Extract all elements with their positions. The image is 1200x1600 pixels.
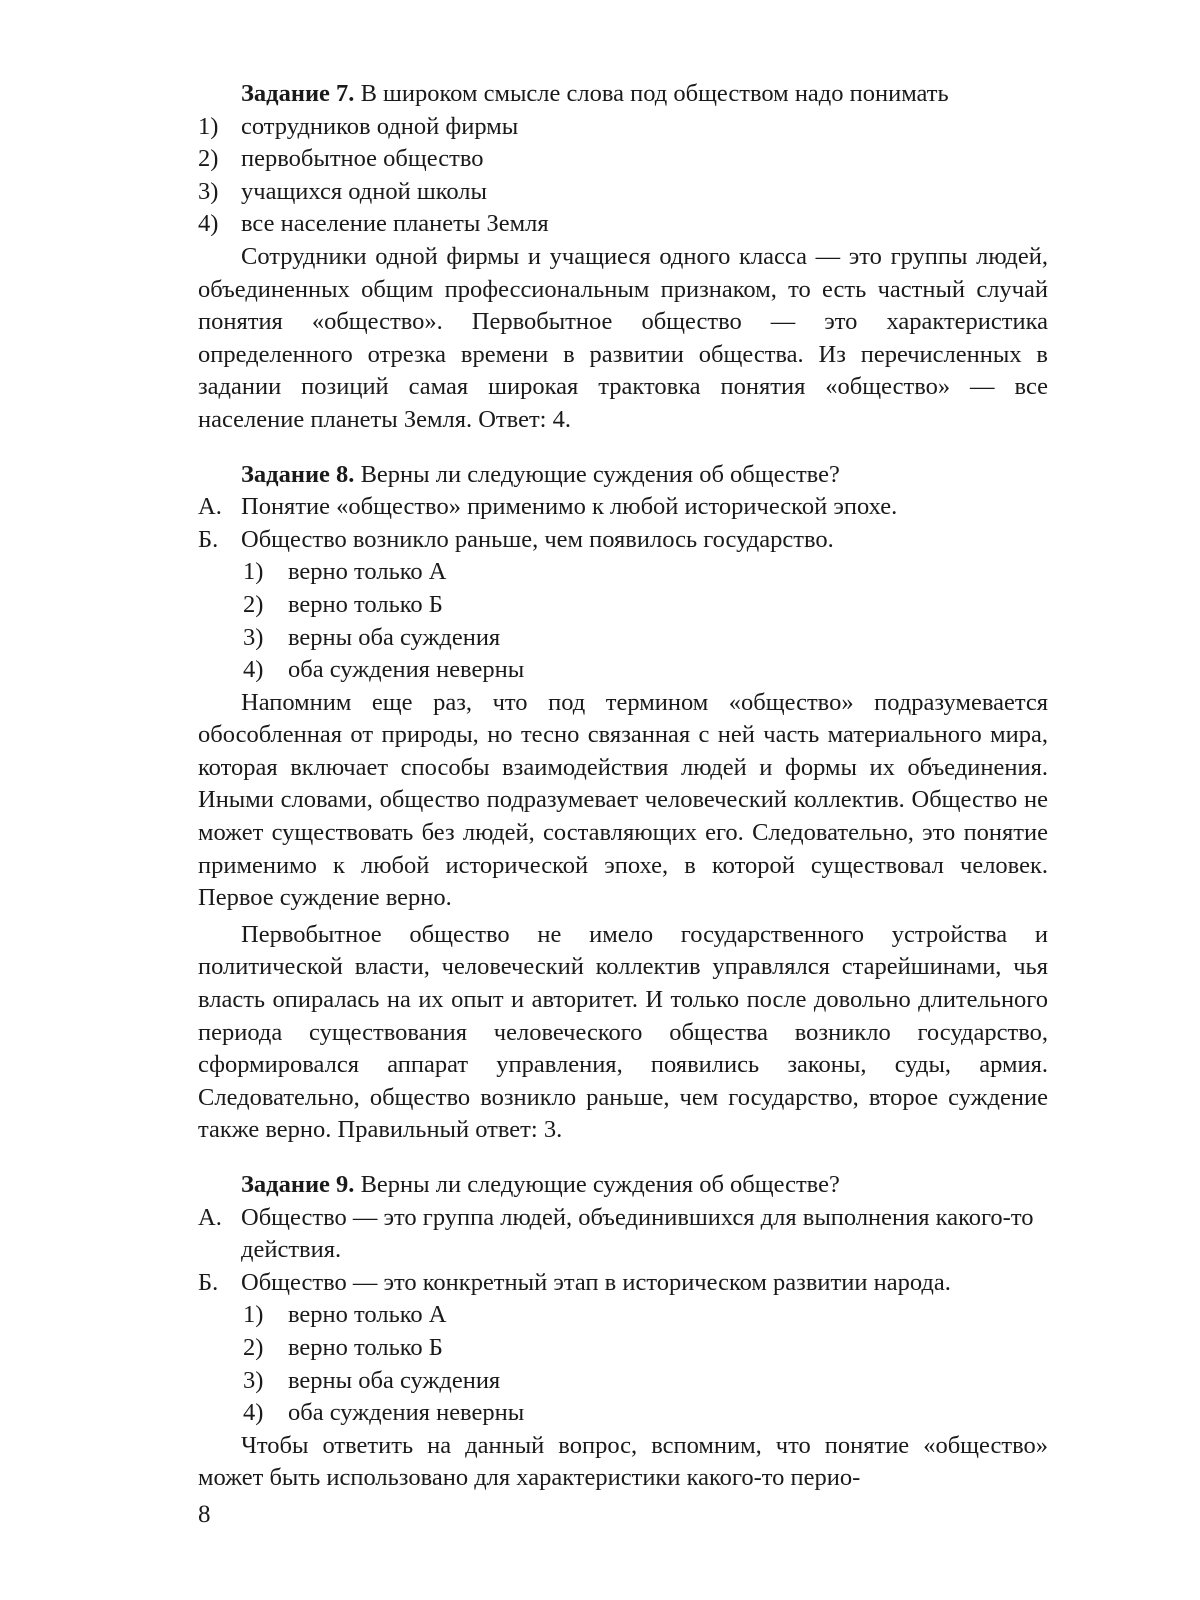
task-9-heading — [198, 1169, 1048, 1202]
option-text: учащихся одной школы — [241, 177, 487, 205]
task-8-statement-a — [198, 491, 1048, 524]
task-8-option-1 — [198, 556, 1048, 589]
task-9-statement-b — [198, 1267, 1048, 1300]
task-9-explanation: Чтобы ответить на данный вопрос, вспомним, что понятие «общество» может быть использовано для характеристики какого-то перио- — [198, 1431, 1048, 1492]
option-marker: 1) — [243, 1301, 264, 1329]
statement-text: Общество возникло раньше, чем появилось государство. — [241, 525, 834, 553]
task-9-option-3 — [198, 1365, 1048, 1398]
task-7-heading — [198, 78, 1048, 111]
task-7-explanation: Сотрудники одной фирмы и учащиеся одного класса — это группы людей, объединенных общим профессиональным признаком, то есть частный случай понятия «общество». Первобытное общество — это характеристика определенного отрезка времени в развитии общества. Из перечисленных в задании позиций самая широкая трактовка понятия «общество» — все население планеты Земля. Ответ: 4. — [198, 242, 1048, 433]
page-number: 8 — [198, 1501, 211, 1528]
option-text: верно только А — [288, 558, 447, 586]
option-text: верны оба суждения — [288, 623, 501, 651]
task-8 — [198, 459, 1048, 1147]
task-8-statements — [198, 491, 1048, 556]
option-marker: 3) — [243, 1366, 264, 1394]
option-text: первобытное общество — [241, 145, 484, 173]
task-8-label: Задание 8. — [241, 460, 355, 488]
task-9-statement-a — [198, 1202, 1048, 1267]
task-9 — [198, 1169, 1048, 1495]
task-8-option-2 — [198, 589, 1048, 622]
option-text: все население планеты Земля — [241, 210, 549, 238]
task-7-options — [198, 111, 1048, 241]
option-text: верно только Б — [288, 590, 443, 618]
option-marker: 4) — [198, 210, 219, 238]
statement-marker: Б. — [198, 525, 219, 553]
option-marker: 3) — [243, 623, 264, 651]
task-8-question: Верны ли следующие суждения об обществе? — [354, 460, 840, 488]
option-marker: 3) — [198, 177, 219, 205]
task-8-explanation-1: Напомним еще раз, что под термином «общество» подразумевается обособленная от природы, но тесно связанная с ней часть материального мира, которая включает способы взаимодействия людей и формы их объединения. Иными словами, общество подразумевает человеческий коллектив. Общество не может существовать без людей, составляющих его. Следовательно, это понятие применимо к любой исторической эпохе, в которой существовал человек. Первое суждение верно. — [198, 688, 1048, 912]
option-marker: 2) — [198, 145, 219, 173]
option-text: сотрудников одной фирмы — [241, 112, 519, 140]
task-8-statement-b — [198, 524, 1048, 557]
task-7-option-2 — [198, 143, 1048, 176]
task-7-option-3 — [198, 176, 1048, 209]
section-gap — [198, 1147, 1048, 1169]
task-7-question: В широком смысле слова под обществом надо понимать — [354, 80, 949, 107]
statement-text: Понятие «общество» применимо к любой исторической эпохе. — [241, 493, 898, 521]
task-7-label: Задание 7. — [241, 80, 355, 107]
option-marker: 1) — [198, 112, 219, 140]
task-9-option-1 — [198, 1299, 1048, 1332]
statement-text: Общество — это конкретный этап в историческом развитии народа. — [241, 1268, 951, 1296]
task-9-statements — [198, 1202, 1048, 1300]
task-7 — [198, 78, 1048, 437]
task-7-option-4 — [198, 208, 1048, 241]
task-9-label: Задание 9. — [241, 1171, 355, 1198]
task-8-option-3 — [198, 622, 1048, 655]
option-marker: 4) — [243, 656, 264, 684]
option-marker: 4) — [243, 1399, 264, 1427]
statement-text: Общество — это группа людей, объединившихся для выполнения какого-то действия. — [241, 1203, 1034, 1264]
option-text: верно только Б — [288, 1333, 443, 1361]
task-9-option-4 — [198, 1397, 1048, 1430]
option-text: верны оба суждения — [288, 1366, 501, 1394]
option-text: верно только А — [288, 1301, 447, 1329]
task-8-option-4 — [198, 654, 1048, 687]
option-text: оба суждения неверны — [288, 1399, 525, 1427]
option-marker: 1) — [243, 558, 264, 586]
page-content — [198, 78, 1048, 1495]
task-8-options — [198, 556, 1048, 686]
option-marker: 2) — [243, 590, 264, 618]
option-text: оба суждения неверны — [288, 656, 525, 684]
statement-marker: А. — [198, 1203, 222, 1231]
task-8-heading — [198, 459, 1048, 492]
task-9-question: Верны ли следующие суждения об обществе? — [354, 1171, 840, 1198]
task-9-options — [198, 1299, 1048, 1429]
statement-marker: А. — [198, 493, 222, 521]
option-marker: 2) — [243, 1333, 264, 1361]
task-7-option-1 — [198, 111, 1048, 144]
statement-marker: Б. — [198, 1268, 219, 1296]
task-8-explanation-2: Первобытное общество не имело государственного устройства и политической власти, человеческий коллектив управлялся старейшинами, чья власть опиралась на их опыт и авторитет. И только после довольно длительного периода существования человеческого общества возникло государство, сформировался аппарат управления, появились законы, суды, армия. Следовательно, общество возникло раньше, чем государство, второе суждение также верно. Правильный ответ: 3. — [198, 920, 1048, 1144]
section-gap — [198, 437, 1048, 459]
task-9-option-2 — [198, 1332, 1048, 1365]
